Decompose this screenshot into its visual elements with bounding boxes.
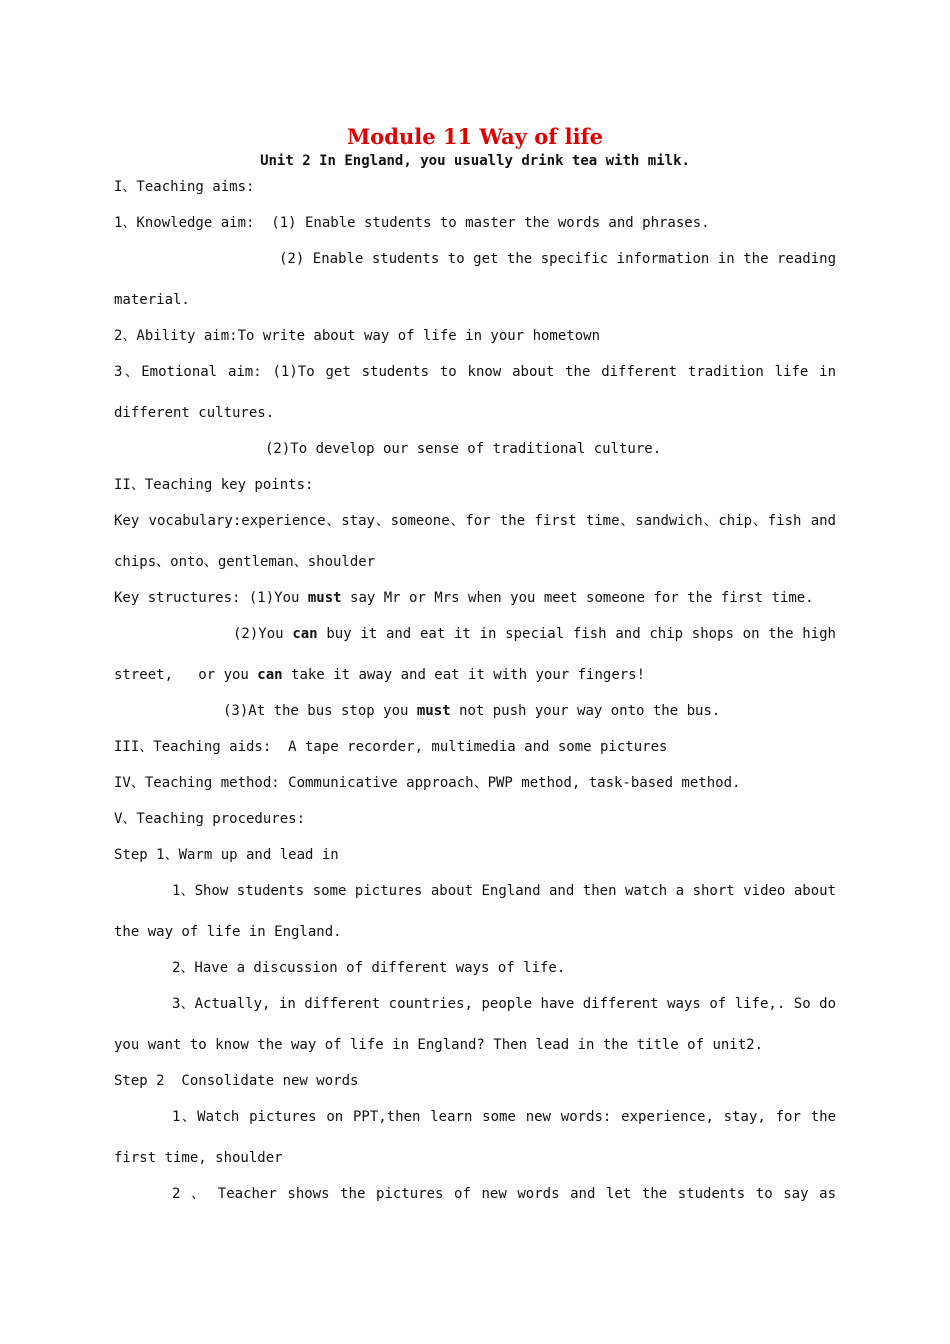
knowledge-aim-1: 1、Knowledge aim: (1) Enable students to master the words and phrases. [114, 215, 710, 231]
text-run: say Mr or Mrs when you meet someone for the first time. [341, 590, 814, 606]
text-run: street, or you [114, 667, 258, 683]
text-run: Key structures: (1)You [114, 590, 308, 606]
key-structure-2 [233, 625, 836, 643]
section-teaching-aims: I、Teaching aims: [114, 179, 255, 195]
step-1-item-1-cont: the way of life in England. [114, 924, 342, 940]
step-2-heading: Step 2 Consolidate new words [114, 1073, 359, 1089]
key-vocabulary-cont: chips、onto、gentleman、shoulder [114, 554, 376, 570]
document-subtitle: Unit 2 In England, you usually drink tea with milk. [260, 153, 690, 169]
step-1-item-1: 1、Show students some pictures about England and then watch a short video about [172, 883, 836, 899]
bold-modal: can [292, 626, 318, 642]
text-run: (3)At the bus stop you [223, 703, 417, 719]
text-run: buy it and eat it in special fish and chip shops on the high [317, 626, 836, 642]
knowledge-aim-2: (2) Enable students to get the specific information in the reading [279, 251, 836, 267]
teaching-aids: III、Teaching aids: A tape recorder, multimedia and some pictures [114, 739, 668, 755]
text-run: (2)You [233, 626, 293, 642]
section-key-points: II、Teaching key points: [114, 477, 314, 493]
ability-aim: 2、Ability aim:To write about way of life in your hometown [114, 328, 601, 344]
section-procedures: V、Teaching procedures: [114, 811, 306, 827]
key-structure-2-cont [114, 666, 645, 684]
emotional-aim-1-cont: different cultures. [114, 405, 275, 421]
step-1-heading: Step 1、Warm up and lead in [114, 847, 339, 863]
teaching-method: IV、Teaching method: Communicative approach、PWP method, task-based method. [114, 775, 741, 791]
document-title: Module 11 Way of life [347, 124, 603, 149]
text-run: take it away and eat it with your fingers! [282, 667, 646, 683]
text-run: not push your way onto the bus. [450, 703, 721, 719]
knowledge-aim-2-cont: material. [114, 292, 190, 308]
emotional-aim-1: 3、Emotional aim: (1)To get students to know about the different tradition life in [114, 364, 836, 380]
key-structure-3 [223, 702, 720, 720]
step-2-item-2: 2 、 Teacher shows the pictures of new words and let the students to say as [172, 1186, 836, 1202]
key-structure-1 [114, 589, 814, 607]
step-1-item-3-cont: you want to know the way of life in England? Then lead in the title of unit2. [114, 1037, 764, 1053]
bold-modal: must [307, 590, 342, 606]
step-1-item-3: 3、Actually, in different countries, people have different ways of life,. So do [172, 996, 836, 1012]
step-1-item-2: 2、Have a discussion of different ways of life. [172, 960, 566, 976]
bold-modal: must [416, 703, 451, 719]
step-2-item-1-cont: first time, shoulder [114, 1150, 283, 1166]
emotional-aim-2: (2)To develop our sense of traditional culture. [265, 441, 662, 457]
bold-modal: can [257, 667, 283, 683]
step-2-item-1: 1、Watch pictures on PPT,then learn some new words: experience, stay, for the [172, 1109, 836, 1125]
key-vocabulary: Key vocabulary:experience、stay、someone、for the first time、sandwich、chip、fish and [114, 513, 836, 529]
